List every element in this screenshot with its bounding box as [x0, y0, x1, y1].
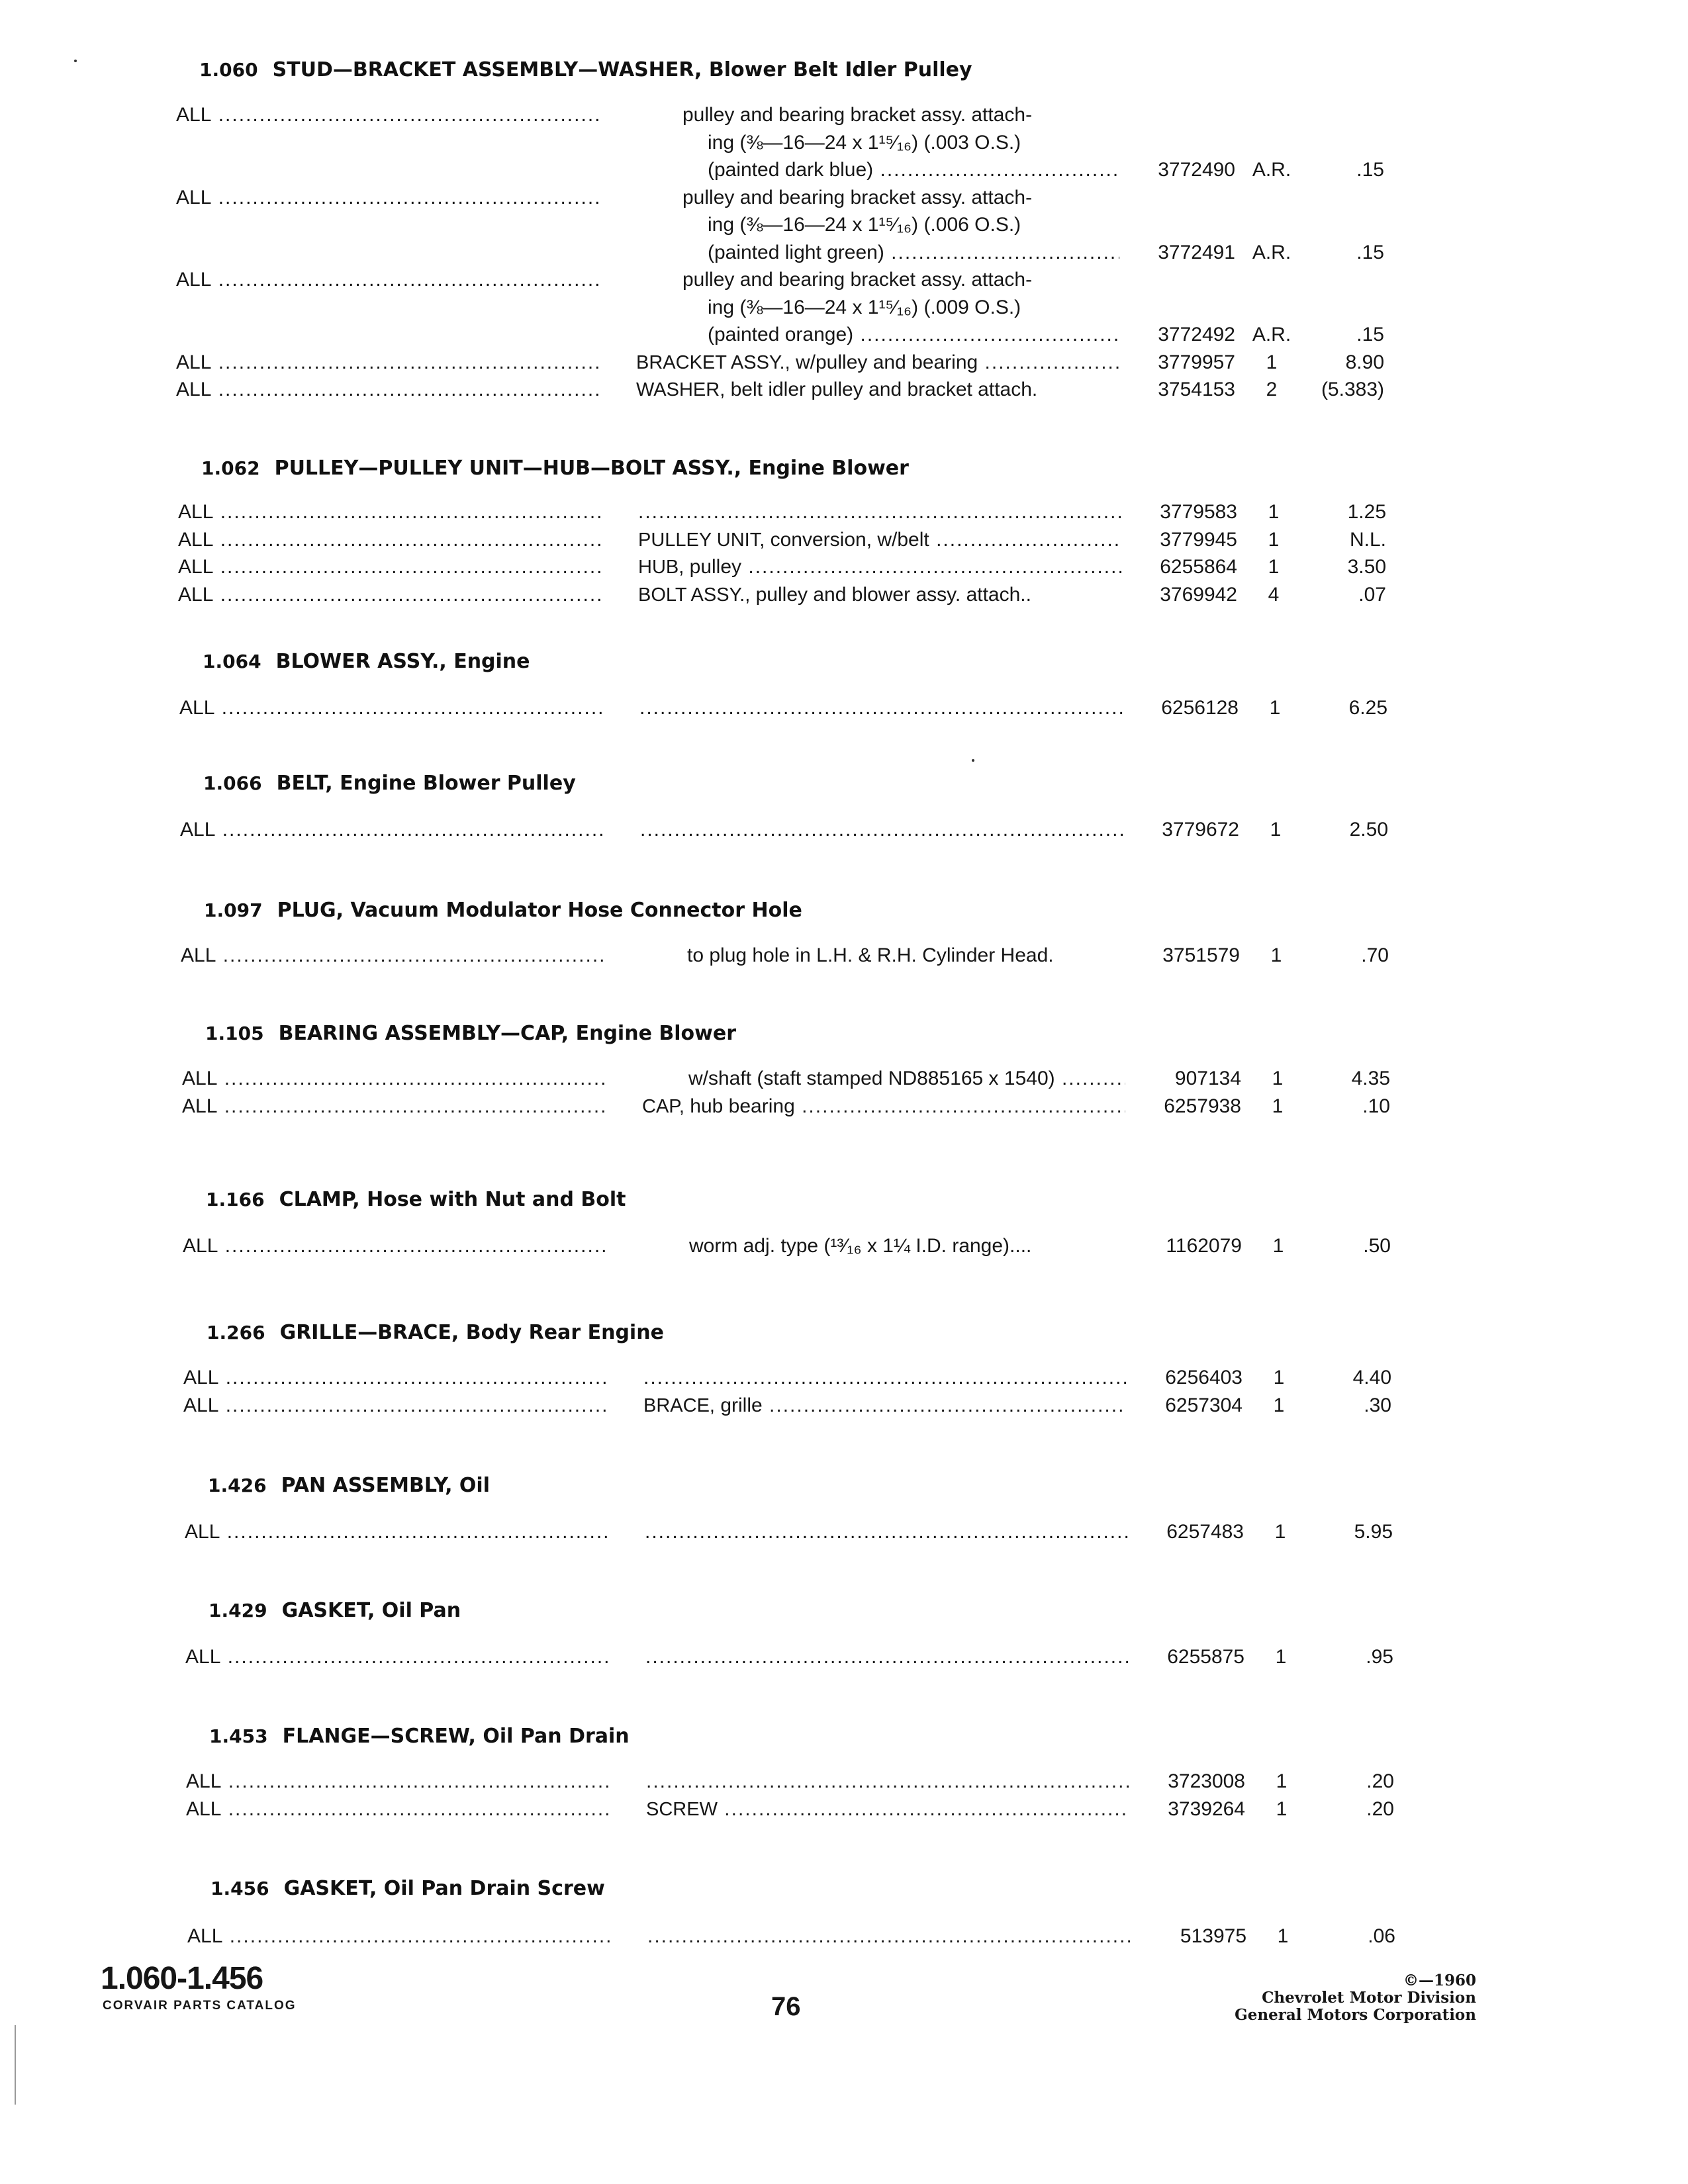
description-cell: [647, 1923, 1131, 1950]
description-cell: [708, 212, 1119, 238]
parts-row: [1, 377, 1688, 403]
part-number-cell: 513975: [1180, 1925, 1246, 1947]
model-cell: ALL .....: [183, 1365, 607, 1391]
quantity-cell: 1: [1277, 1925, 1289, 1947]
part-description: (painted orange): [708, 324, 854, 345]
section-number: 1.064: [203, 651, 261, 672]
price-cell: .20: [1366, 1798, 1394, 1820]
part-description: to plug hole in L.H. & R.H. Cylinder Head.: [687, 944, 1054, 966]
quantity-cell: 1: [1270, 819, 1282, 841]
part-number-cell: 3772492: [1158, 324, 1235, 345]
section-heading: [209, 1725, 630, 1748]
description-cell: [643, 1392, 1127, 1419]
part-number-cell: 3739264: [1168, 1798, 1245, 1820]
parts-row: [3, 499, 1688, 525]
description-cell: [646, 1796, 1129, 1823]
description-cell: [643, 1365, 1127, 1391]
parts-row: [1, 157, 1688, 183]
section-title: CLAMP, Hose with Nut and Bolt: [279, 1188, 626, 1211]
section-number: 1.426: [208, 1475, 267, 1496]
description-cell: [638, 554, 1121, 580]
parts-row: [1, 240, 1688, 266]
section-heading: [203, 650, 530, 673]
price-cell: .07: [1358, 584, 1386, 606]
section-title: BEARING ASSEMBLY—CAP, Engine Blower: [278, 1022, 736, 1045]
description-cell: [638, 582, 1121, 608]
section-title: FLANGE—SCREW, Oil Pan Drain: [282, 1725, 630, 1748]
section-title: PLUG, Vacuum Modulator Hose Connector Hole: [277, 899, 802, 922]
parts-row: [1, 267, 1688, 293]
price-cell: N.L.: [1349, 529, 1386, 551]
part-number-cell: 6256128: [1161, 697, 1239, 719]
part-number-cell: 3754153: [1158, 379, 1235, 400]
price-cell: 1.25: [1347, 501, 1386, 523]
part-number-cell: 3779945: [1160, 529, 1237, 551]
section-heading: [208, 1474, 490, 1497]
section-heading: [203, 772, 576, 795]
part-number-cell: 3779957: [1158, 351, 1235, 373]
description-cell: [636, 377, 1119, 403]
price-cell: .50: [1363, 1235, 1391, 1257]
part-description: grille: [720, 1394, 763, 1416]
model-cell: ALL .....: [176, 377, 600, 403]
description-cell: [682, 102, 1119, 128]
model-cell: ALL .....: [183, 1233, 606, 1259]
quantity-cell: 1: [1276, 1798, 1288, 1820]
parts-row: [7, 1093, 1688, 1120]
part-name: CAP,: [642, 1096, 684, 1117]
section-title: GASKET, Oil Pan: [281, 1599, 461, 1622]
part-description: pulley and bearing bracket assy. attach-: [682, 187, 1033, 208]
catalog-name: CORVAIR PARTS CATALOG: [103, 1999, 297, 2013]
part-number-cell: 3772490: [1158, 159, 1235, 181]
description-cell: [636, 349, 1119, 376]
section-heading: [211, 1877, 605, 1900]
section-heading: [206, 1188, 626, 1211]
parts-row: [1, 102, 1688, 128]
section-number: 1.266: [207, 1322, 265, 1343]
part-description: w/pulley and bearing: [796, 351, 978, 373]
parts-row: [7, 1066, 1688, 1092]
description-cell: [682, 267, 1119, 293]
parts-row: [3, 554, 1688, 580]
price-cell: .15: [1356, 159, 1384, 181]
division-name: Chevrolet Motor Division: [1262, 1989, 1476, 2007]
section-heading: [209, 1599, 461, 1622]
section-number: 1.066: [203, 772, 262, 794]
part-number-cell: 6257938: [1164, 1095, 1241, 1117]
model-cell: ALL .....: [186, 1768, 610, 1795]
part-description: ing (⅜—16—24 x 1¹⁵⁄₁₆) (.009 O.S.): [708, 296, 1021, 318]
price-cell: 5.95: [1354, 1521, 1393, 1543]
copyright-year: ©—1960: [1403, 1972, 1476, 1989]
parts-row: [11, 1768, 1688, 1795]
model-cell: ALL .....: [185, 1644, 609, 1670]
part-description: pulley: [689, 556, 742, 578]
parts-row: [5, 942, 1688, 969]
quantity-cell: 1: [1268, 529, 1280, 551]
part-description: ing (⅜—16—24 x 1¹⁵⁄₁₆) (.003 O.S.): [708, 132, 1021, 154]
part-description: w/shaft (staft stamped ND885165 x 1540): [688, 1068, 1055, 1089]
part-description: (painted dark blue): [708, 159, 874, 181]
section-title: STUD—BRACKET ASSEMBLY—WASHER, Blower Belt Idler Pulley: [272, 58, 972, 81]
part-name: HUB,: [638, 557, 684, 578]
description-cell: [638, 499, 1121, 525]
parts-row: [4, 695, 1688, 721]
margin-line: [15, 2025, 16, 2105]
section-title: PULLEY—PULLEY UNIT—HUB—BOLT ASSY., Engine Blower: [274, 457, 909, 480]
description-cell: [639, 695, 1123, 721]
scan-speck: [972, 759, 974, 762]
model-cell: ALL .....: [176, 102, 600, 128]
description-cell: [689, 1233, 1126, 1259]
parts-row: [5, 817, 1688, 843]
parts-row: [9, 1519, 1688, 1545]
part-number-cell: 6256403: [1165, 1367, 1243, 1388]
model-cell: ALL .....: [176, 349, 600, 376]
model-cell: ALL .....: [180, 817, 604, 843]
description-cell: [638, 527, 1121, 553]
price-cell: .06: [1368, 1925, 1395, 1947]
quantity-cell: 4: [1268, 584, 1280, 606]
description-cell: [708, 157, 1119, 183]
price-cell: 2.50: [1349, 819, 1388, 841]
quantity-cell: 1: [1269, 697, 1281, 719]
part-name: BRACE,: [643, 1395, 715, 1416]
parts-row: [8, 1365, 1688, 1391]
description-cell: [708, 295, 1119, 321]
parts-row: [1, 185, 1688, 211]
section-heading: [199, 58, 972, 81]
copyright-block: [1235, 1972, 1476, 2024]
description-cell: [646, 1768, 1129, 1795]
part-number-cell: 3723008: [1168, 1770, 1245, 1792]
part-description: ing (⅜—16—24 x 1¹⁵⁄₁₆) (.006 O.S.): [708, 214, 1021, 236]
quantity-cell: 1: [1273, 1394, 1285, 1416]
description-cell: [642, 1093, 1125, 1120]
part-number-cell: 6257483: [1166, 1521, 1244, 1543]
section-heading: [205, 1022, 736, 1045]
section-title: BELT, Engine Blower Pulley: [276, 772, 576, 795]
parts-row: [12, 1923, 1688, 1950]
quantity-cell: 1: [1266, 351, 1278, 373]
quantity-cell: 1: [1272, 1095, 1284, 1117]
price-cell: .70: [1361, 944, 1389, 966]
model-cell: ALL .....: [178, 554, 602, 580]
part-description: worm adj. type (¹³⁄₁₆ x 1¼ I.D. range)....: [689, 1235, 1032, 1257]
model-cell: ALL .....: [178, 499, 602, 525]
page-range: 1.060-1.456: [101, 1961, 263, 1996]
quantity-cell: 1: [1272, 1068, 1284, 1089]
part-number-cell: 3779583: [1160, 501, 1237, 523]
description-cell: [645, 1644, 1129, 1670]
parts-row: [10, 1644, 1688, 1670]
model-cell: ALL .....: [176, 267, 600, 293]
model-cell: ALL .....: [186, 1796, 610, 1823]
parts-row: [1, 295, 1688, 321]
model-cell: ALL .....: [176, 185, 600, 211]
part-number-cell: 3772491: [1158, 242, 1235, 263]
price-cell: 6.25: [1348, 697, 1387, 719]
part-number-cell: 3751579: [1162, 944, 1240, 966]
description-cell: [682, 185, 1119, 211]
description-cell: [708, 240, 1119, 266]
model-cell: ALL .....: [182, 1066, 606, 1092]
part-description: (painted light green): [708, 242, 884, 263]
parts-row: [1, 322, 1688, 348]
section-number: 1.453: [209, 1725, 268, 1747]
quantity-cell: A.R.: [1252, 242, 1291, 263]
parts-row: [1, 212, 1688, 238]
part-number-cell: 6257304: [1165, 1394, 1243, 1416]
parts-row: [7, 1233, 1688, 1259]
part-description: hub bearing: [690, 1095, 795, 1117]
description-cell: [687, 942, 1124, 969]
quantity-cell: 1: [1275, 1646, 1287, 1668]
section-number: 1.166: [206, 1189, 265, 1210]
section-number: 1.456: [211, 1878, 269, 1899]
section-number: 1.429: [209, 1600, 267, 1621]
description-cell: [645, 1519, 1128, 1545]
quantity-cell: 1: [1268, 556, 1280, 578]
part-description: belt idler pulley and bracket attach.: [730, 379, 1038, 400]
section-number: 1.062: [201, 457, 260, 479]
section-number: 1.097: [204, 899, 263, 921]
price-cell: .20: [1366, 1770, 1394, 1792]
page-number: 76: [771, 1992, 801, 2021]
part-name: PULLEY UNIT,: [638, 529, 765, 551]
price-cell: 4.35: [1351, 1068, 1390, 1089]
part-number-cell: 907134: [1174, 1068, 1241, 1089]
description-cell: [708, 130, 1119, 156]
section-heading: [201, 457, 909, 480]
model-cell: ALL .....: [182, 1093, 606, 1120]
section-heading: [204, 899, 802, 922]
quantity-cell: 1: [1273, 1367, 1285, 1388]
price-cell: .30: [1364, 1394, 1391, 1416]
parts-row: [1, 130, 1688, 156]
price-cell: 8.90: [1345, 351, 1384, 373]
part-number-cell: 6255864: [1160, 556, 1237, 578]
description-cell: [640, 817, 1123, 843]
quantity-cell: 1: [1276, 1770, 1288, 1792]
price-cell: .95: [1366, 1646, 1393, 1668]
model-cell: ALL .....: [183, 1392, 607, 1419]
part-number-cell: 3779672: [1162, 819, 1239, 841]
section-title: GASKET, Oil Pan Drain Screw: [283, 1877, 605, 1900]
part-name: SCREW: [646, 1799, 718, 1820]
section-title: GRILLE—BRACE, Body Rear Engine: [279, 1321, 664, 1344]
section-title: PAN ASSEMBLY, Oil: [281, 1474, 490, 1497]
price-cell: .15: [1356, 242, 1384, 263]
model-cell: ALL .....: [187, 1923, 611, 1950]
part-name: BOLT ASSY.,: [638, 584, 751, 606]
price-cell: 4.40: [1352, 1367, 1391, 1388]
quantity-cell: 1: [1270, 944, 1282, 966]
parts-row: [1, 349, 1688, 376]
price-cell: .15: [1356, 324, 1384, 345]
description-cell: [688, 1066, 1125, 1092]
section-number: 1.060: [199, 59, 258, 81]
model-cell: ALL .....: [185, 1519, 608, 1545]
quantity-cell: 1: [1272, 1235, 1284, 1257]
price-cell: 3.50: [1347, 556, 1386, 578]
part-description: pulley and blower assy. attach..: [755, 584, 1031, 606]
price-cell: (5.383): [1321, 379, 1384, 400]
model-cell: ALL .....: [178, 582, 602, 608]
part-number-cell: 6255875: [1167, 1646, 1244, 1668]
part-number-cell: 1162079: [1166, 1235, 1242, 1257]
section-title: BLOWER ASSY., Engine: [275, 650, 530, 673]
model-cell: ALL .....: [181, 942, 604, 969]
model-cell: ALL .....: [179, 695, 603, 721]
quantity-cell: 2: [1266, 379, 1278, 400]
part-description: conversion, w/belt: [770, 529, 929, 551]
model-cell: ALL .....: [178, 527, 602, 553]
quantity-cell: 1: [1274, 1521, 1286, 1543]
parts-row: [3, 582, 1688, 608]
part-name: WASHER,: [636, 379, 726, 400]
scan-speck: [74, 60, 77, 62]
quantity-cell: A.R.: [1252, 324, 1291, 345]
price-cell: .10: [1362, 1095, 1390, 1117]
description-cell: [708, 322, 1119, 348]
parts-row: [11, 1796, 1688, 1823]
part-description: pulley and bearing bracket assy. attach-: [682, 104, 1033, 126]
quantity-cell: A.R.: [1252, 159, 1291, 181]
quantity-cell: 1: [1268, 501, 1280, 523]
parts-row: [3, 527, 1688, 553]
part-description: pulley and bearing bracket assy. attach-: [682, 269, 1033, 291]
part-number-cell: 3769942: [1160, 584, 1237, 606]
part-name: BRACKET ASSY.,: [636, 352, 790, 373]
parts-row: [8, 1392, 1688, 1419]
section-heading: [207, 1321, 664, 1344]
section-number: 1.105: [205, 1023, 264, 1044]
corporation-name: General Motors Corporation: [1235, 2006, 1476, 2024]
